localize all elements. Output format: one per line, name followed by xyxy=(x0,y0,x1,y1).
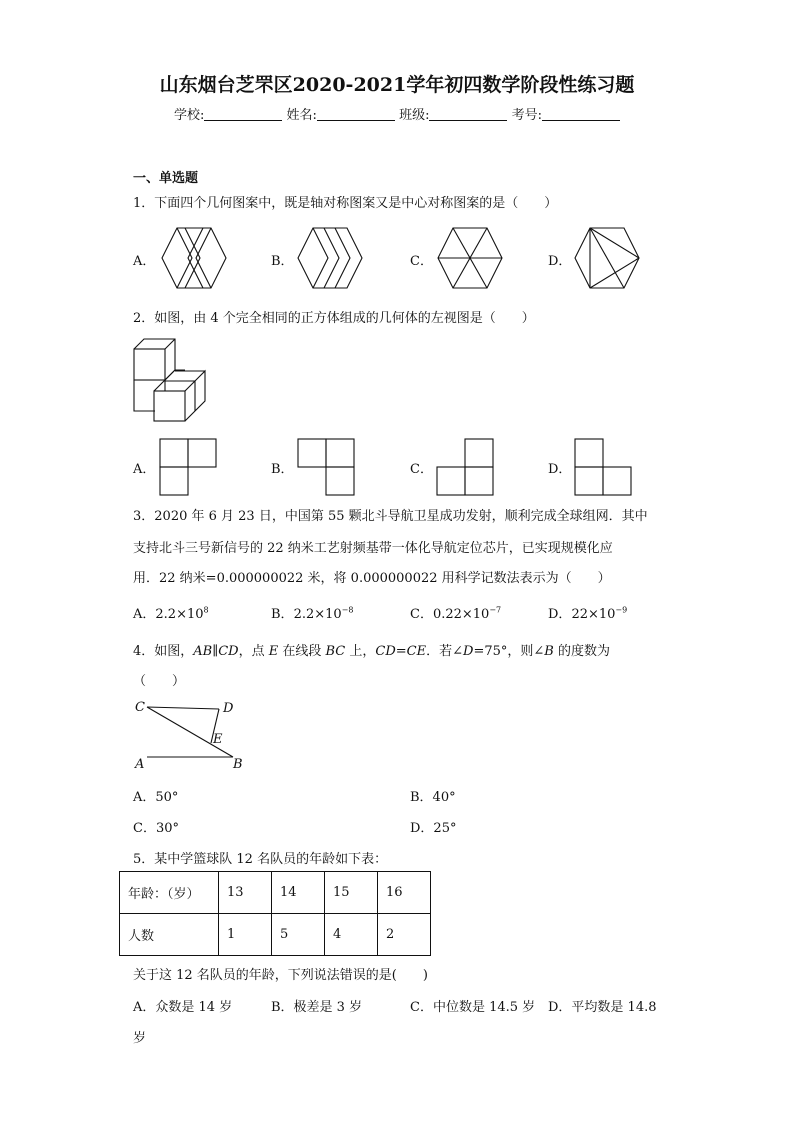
question-3-line-1: 3．2020 年 6 月 23 日，中国第 55 颗北斗导航卫星成功发射，顺利完成全球组网．其中 xyxy=(133,509,648,524)
school-label: 学校: xyxy=(174,108,205,123)
q4-text-1: 4．如图， xyxy=(133,644,194,659)
q3-option-a[interactable] xyxy=(133,603,209,622)
table-row xyxy=(120,872,431,914)
q5-option-d-wrap: 岁 xyxy=(133,1031,147,1046)
exam-no-label: 考号: xyxy=(511,108,542,123)
q4-label-a: A xyxy=(135,757,145,772)
q4-text-3: ，点 xyxy=(238,644,269,659)
q2-figure-c[interactable] xyxy=(436,438,494,496)
question-4-line-1 xyxy=(133,640,610,659)
q4-text-11: =75°，则∠ xyxy=(473,644,545,659)
exam-no-blank[interactable] xyxy=(542,106,620,121)
table-cell: 人数 xyxy=(120,914,219,956)
q3-option-c-exp: −7 xyxy=(489,605,502,615)
table-cell: 14 xyxy=(272,872,325,914)
q2-figure-a[interactable] xyxy=(159,438,217,496)
q3-option-b-exp: −8 xyxy=(341,605,354,615)
question-4-line-2: （ ） xyxy=(133,674,186,689)
q4-text-2: AB∥CD xyxy=(193,644,239,659)
student-info-line xyxy=(0,104,794,123)
question-3-line-2: 支持北斗三号新信号的 22 纳米工艺射频基带一体化导航定位芯片，已实现规模化应 xyxy=(133,541,613,556)
q1-figure-c[interactable] xyxy=(436,226,504,290)
q3-option-c[interactable] xyxy=(410,603,501,622)
q3-option-c-label: C． xyxy=(410,607,433,622)
school-blank[interactable] xyxy=(204,106,282,121)
class-blank[interactable] xyxy=(429,106,507,121)
table-cell: 15 xyxy=(325,872,378,914)
q3-option-b[interactable] xyxy=(271,603,353,622)
q2-option-c-label: C． xyxy=(410,462,433,477)
q4-option-d[interactable]: D．25° xyxy=(410,821,457,836)
table-cell: 2 xyxy=(378,914,431,956)
q3-option-b-mantissa: 2.2×10 xyxy=(293,607,342,622)
q2-cube-figure xyxy=(133,338,209,422)
class-label: 班级: xyxy=(399,108,430,123)
q1-option-d-label: D． xyxy=(548,254,572,269)
q3-option-d-mantissa: 22×10 xyxy=(571,607,616,622)
table-cell: 4 xyxy=(325,914,378,956)
q4-label-c: C xyxy=(135,700,145,715)
q3-option-d-label: D． xyxy=(548,607,572,622)
q4-option-c[interactable]: C．30° xyxy=(133,821,179,836)
q4-text-9: ．若∠ xyxy=(426,644,464,659)
q1-option-b-label: B． xyxy=(271,254,294,269)
q5-option-c[interactable]: C．中位数是 14.5 岁 xyxy=(410,1000,536,1015)
q4-text-8: CD=CE xyxy=(375,644,427,659)
q2-option-a-label: A． xyxy=(133,462,156,477)
q3-option-a-mantissa: 2.2×10 xyxy=(155,607,204,622)
q1-option-c-label: C． xyxy=(410,254,433,269)
name-blank[interactable] xyxy=(317,106,395,121)
question-5-text: 5．某中学篮球队 12 名队员的年龄如下表： xyxy=(133,852,388,867)
q4-option-a[interactable]: A．50° xyxy=(133,790,179,805)
question-5-prompt: 关于这 12 名队员的年龄，下列说法错误的是( ) xyxy=(133,968,428,983)
q4-text-5: 在线段 xyxy=(278,644,326,659)
name-label: 姓名: xyxy=(286,108,317,123)
q2-option-b-label: B． xyxy=(271,462,294,477)
q5-option-d[interactable]: D．平均数是 14.8 xyxy=(548,1000,657,1015)
q4-text-4: E xyxy=(268,644,279,659)
page-title: 山东烟台芝罘区2020-2021学年初四数学阶段性练习题 xyxy=(159,74,635,96)
table-cell: 5 xyxy=(272,914,325,956)
q4-label-e: E xyxy=(213,732,223,747)
q4-text-12: B xyxy=(544,644,554,659)
section-title: 一、单选题 xyxy=(133,171,199,186)
q2-figure-b[interactable] xyxy=(297,438,355,496)
table-cell: 16 xyxy=(378,872,431,914)
q4-option-b[interactable]: B．40° xyxy=(410,790,456,805)
q4-geometry-figure xyxy=(133,697,253,773)
q1-figure-d[interactable] xyxy=(573,226,643,290)
q5-option-b[interactable]: B．极差是 3 岁 xyxy=(271,1000,363,1015)
q3-option-b-label: B． xyxy=(271,607,294,622)
q4-text-10: D xyxy=(463,644,474,659)
table-row xyxy=(120,914,431,956)
table-cell: 1 xyxy=(219,914,272,956)
age-table xyxy=(119,871,431,956)
q5-option-a[interactable]: A．众数是 14 岁 xyxy=(133,1000,233,1015)
q4-text-13: 的度数为 xyxy=(553,644,610,659)
q3-option-a-exp: 8 xyxy=(203,605,209,615)
q4-label-b: B xyxy=(233,757,243,772)
q1-option-a-label: A． xyxy=(133,254,156,269)
q4-text-6: BC xyxy=(325,644,346,659)
q3-option-a-label: A． xyxy=(133,607,156,622)
q3-option-d[interactable] xyxy=(548,603,627,622)
table-cell: 年龄：（岁） xyxy=(120,872,219,914)
q1-figure-b[interactable] xyxy=(296,226,364,290)
q2-figure-d[interactable] xyxy=(574,438,632,496)
q3-option-d-exp: −9 xyxy=(615,605,628,615)
q2-option-d-label: D． xyxy=(548,462,572,477)
table-cell: 13 xyxy=(219,872,272,914)
question-3-line-3: 用．22 纳米=0.000000022 米，将 0.000000022 用科学记数法表示为（ ） xyxy=(133,571,611,586)
q1-figure-a[interactable] xyxy=(160,226,228,290)
q4-text-7: 上， xyxy=(345,644,376,659)
q4-label-d: D xyxy=(223,701,234,716)
question-2-text: 2．如图，由 4 个完全相同的正方体组成的几何体的左视图是（ ） xyxy=(133,311,535,326)
question-1-text: 1．下面四个几何图案中，既是轴对称图案又是中心对称图案的是（ ） xyxy=(133,196,558,211)
q3-option-c-mantissa: 0.22×10 xyxy=(432,607,490,622)
